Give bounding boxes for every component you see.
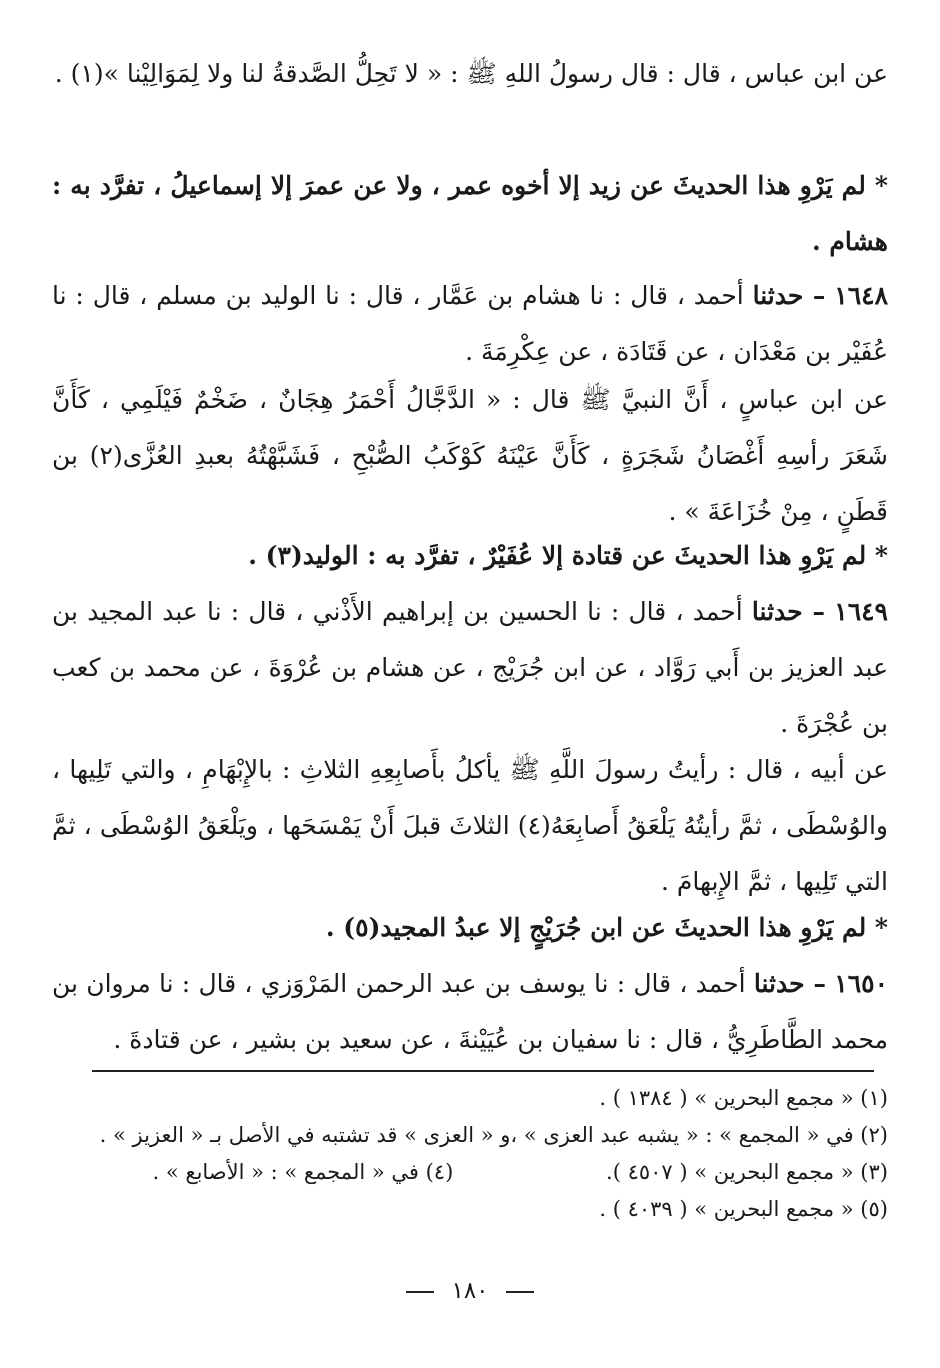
isnad-text: أحمد ، قال : نا هشام بن عَمَّار ، قال : نا الوليد بن مسلم ، قال : نا عُفَيْر بن مَعْدَان ، عن قَتَادَة ، عن عِكْرِمَةَ . — [52, 281, 888, 366]
narration-note-text: * لم يَرْوِ هذا الحديثَ عن زيد إلا أخوه عمر ، ولا عن عمرَ إلا إسماعيلُ ، تفرَّد به : هشام . — [52, 171, 888, 256]
narration-note-text: * لم يَرْوِ هذا الحديثَ عن ابن جُرَيْجٍ إلا عبدُ المجيد(٥) . — [325, 913, 888, 942]
footnote-3: (٣) « مجمع البحرين » ( ٤٥٠٧ ). — [606, 1160, 888, 1184]
footnotes — [52, 1080, 888, 1228]
isnad-text: أحمد ، قال : نا يوسف بن عبد الرحمن المَرْوَزي ، قال : نا مروان بن محمد الطَّاطَرِيُّ ، قال : نا سفيان بن عُيَيْنةَ ، عن سعيد بن بشير ، عن قتادةَ . — [52, 969, 888, 1054]
page-number-dash — [406, 1291, 434, 1293]
page-number-text: ١٨٠ — [451, 1278, 489, 1304]
matn-text: عن ابن عباسٍ ، أَنَّ النبيَّ ﷺ قال : « الدَّجَّالُ أَحْمَرُ هِجَانٌ ، ضَخْمٌ فَيْلَمِي ، كَأَنَّ شَعَرَ رأسِهِ أَغْصَانُ شَجَرَةٍ ، كَأَنَّ عَيْنَهُ كَوْكَبُ الصُّبْحِ ، فَشَبَّهْتُهُ بعبدِ العُزَّى(٢) بن قَطَنٍ ، مِنْ خُزَاعَةَ » . — [52, 385, 888, 526]
page-number — [0, 1278, 940, 1304]
footnote-divider — [92, 1070, 874, 1072]
hadith-number: ١٦٥٠ — [834, 969, 888, 998]
paragraph-matn-1649 — [52, 742, 888, 910]
footnote-5: (٥) « مجمع البحرين » ( ٤٠٣٩ ) . — [599, 1197, 888, 1221]
narration-note-text: * لم يَرْوِ هذا الحديثَ عن قتادة إلا عُفَيْرٌ ، تفرَّد به : الوليد(٣) . — [248, 541, 888, 570]
hadith-heading: – حدثنا — [751, 597, 826, 626]
paragraph-narration-note — [52, 158, 888, 270]
isnad-text: أحمد ، قال : نا الحسين بن إبراهيم الأَذْني ، قال : نا عبد المجيد بن عبد العزيز بن أَبي رَوَّاد ، عن ابن جُرَيْج ، عن هشام بن عُرْوَةَ ، عن محمد بن كعب بن عُجْرَةَ . — [52, 597, 888, 738]
paragraph-narration-note — [52, 900, 888, 956]
footnote-1: (١) « مجمع البحرين » ( ١٣٨٤ ) . — [599, 1086, 888, 1110]
hadith-text: عن ابن عباس ، قال : قال رسولُ اللهِ ﷺ : « لا تَحِلُّ الصَّدقةُ لنا ولا لِمَوَالِيْنا »(١) . — [54, 59, 888, 88]
hadith-heading: – حدثنا — [752, 281, 826, 310]
paragraph-matn-1648 — [52, 372, 888, 540]
footnote-4: (٤) في « المجمع » : « الأصابع » . — [152, 1160, 454, 1184]
page-number-dash — [506, 1291, 534, 1293]
hadith-number: ١٦٤٨ — [834, 281, 888, 310]
paragraph-isnad-1650 — [52, 956, 888, 1068]
paragraph-narration-note — [52, 528, 888, 584]
paragraph-isnad-1649 — [52, 584, 888, 752]
hadith-heading: – حدثنا — [753, 969, 827, 998]
footnote-2: (٢) في « المجمع » : « يشبه عبد العزى » ،و « العزى » قد تشتبه في الأصل بـ « العزيز » . — [99, 1123, 888, 1147]
footnote-row — [52, 1154, 888, 1191]
hadith-number: ١٦٤٩ — [834, 597, 888, 626]
matn-text: عن أبيه ، قال : رأيتُ رسولَ اللَّهِ ﷺ يأكلُ بأَصابِعِهِ الثلاثِ : بالإِبْهَامِ ، والتي تَلِيها ، والوُسْطَى ، ثمَّ رأيتُهُ يَلْعَقُ أَصابِعَهُ(٤) الثلاثَ قبلَ أَنْ يَمْسَحَها ، ويَلْعَقُ الوُسْطَى ، ثمَّ التي تَلِيها ، ثمَّ الإِبهامَ . — [52, 755, 889, 896]
paragraph-hadith-text — [52, 46, 888, 102]
paragraph-isnad-1648 — [52, 268, 888, 380]
